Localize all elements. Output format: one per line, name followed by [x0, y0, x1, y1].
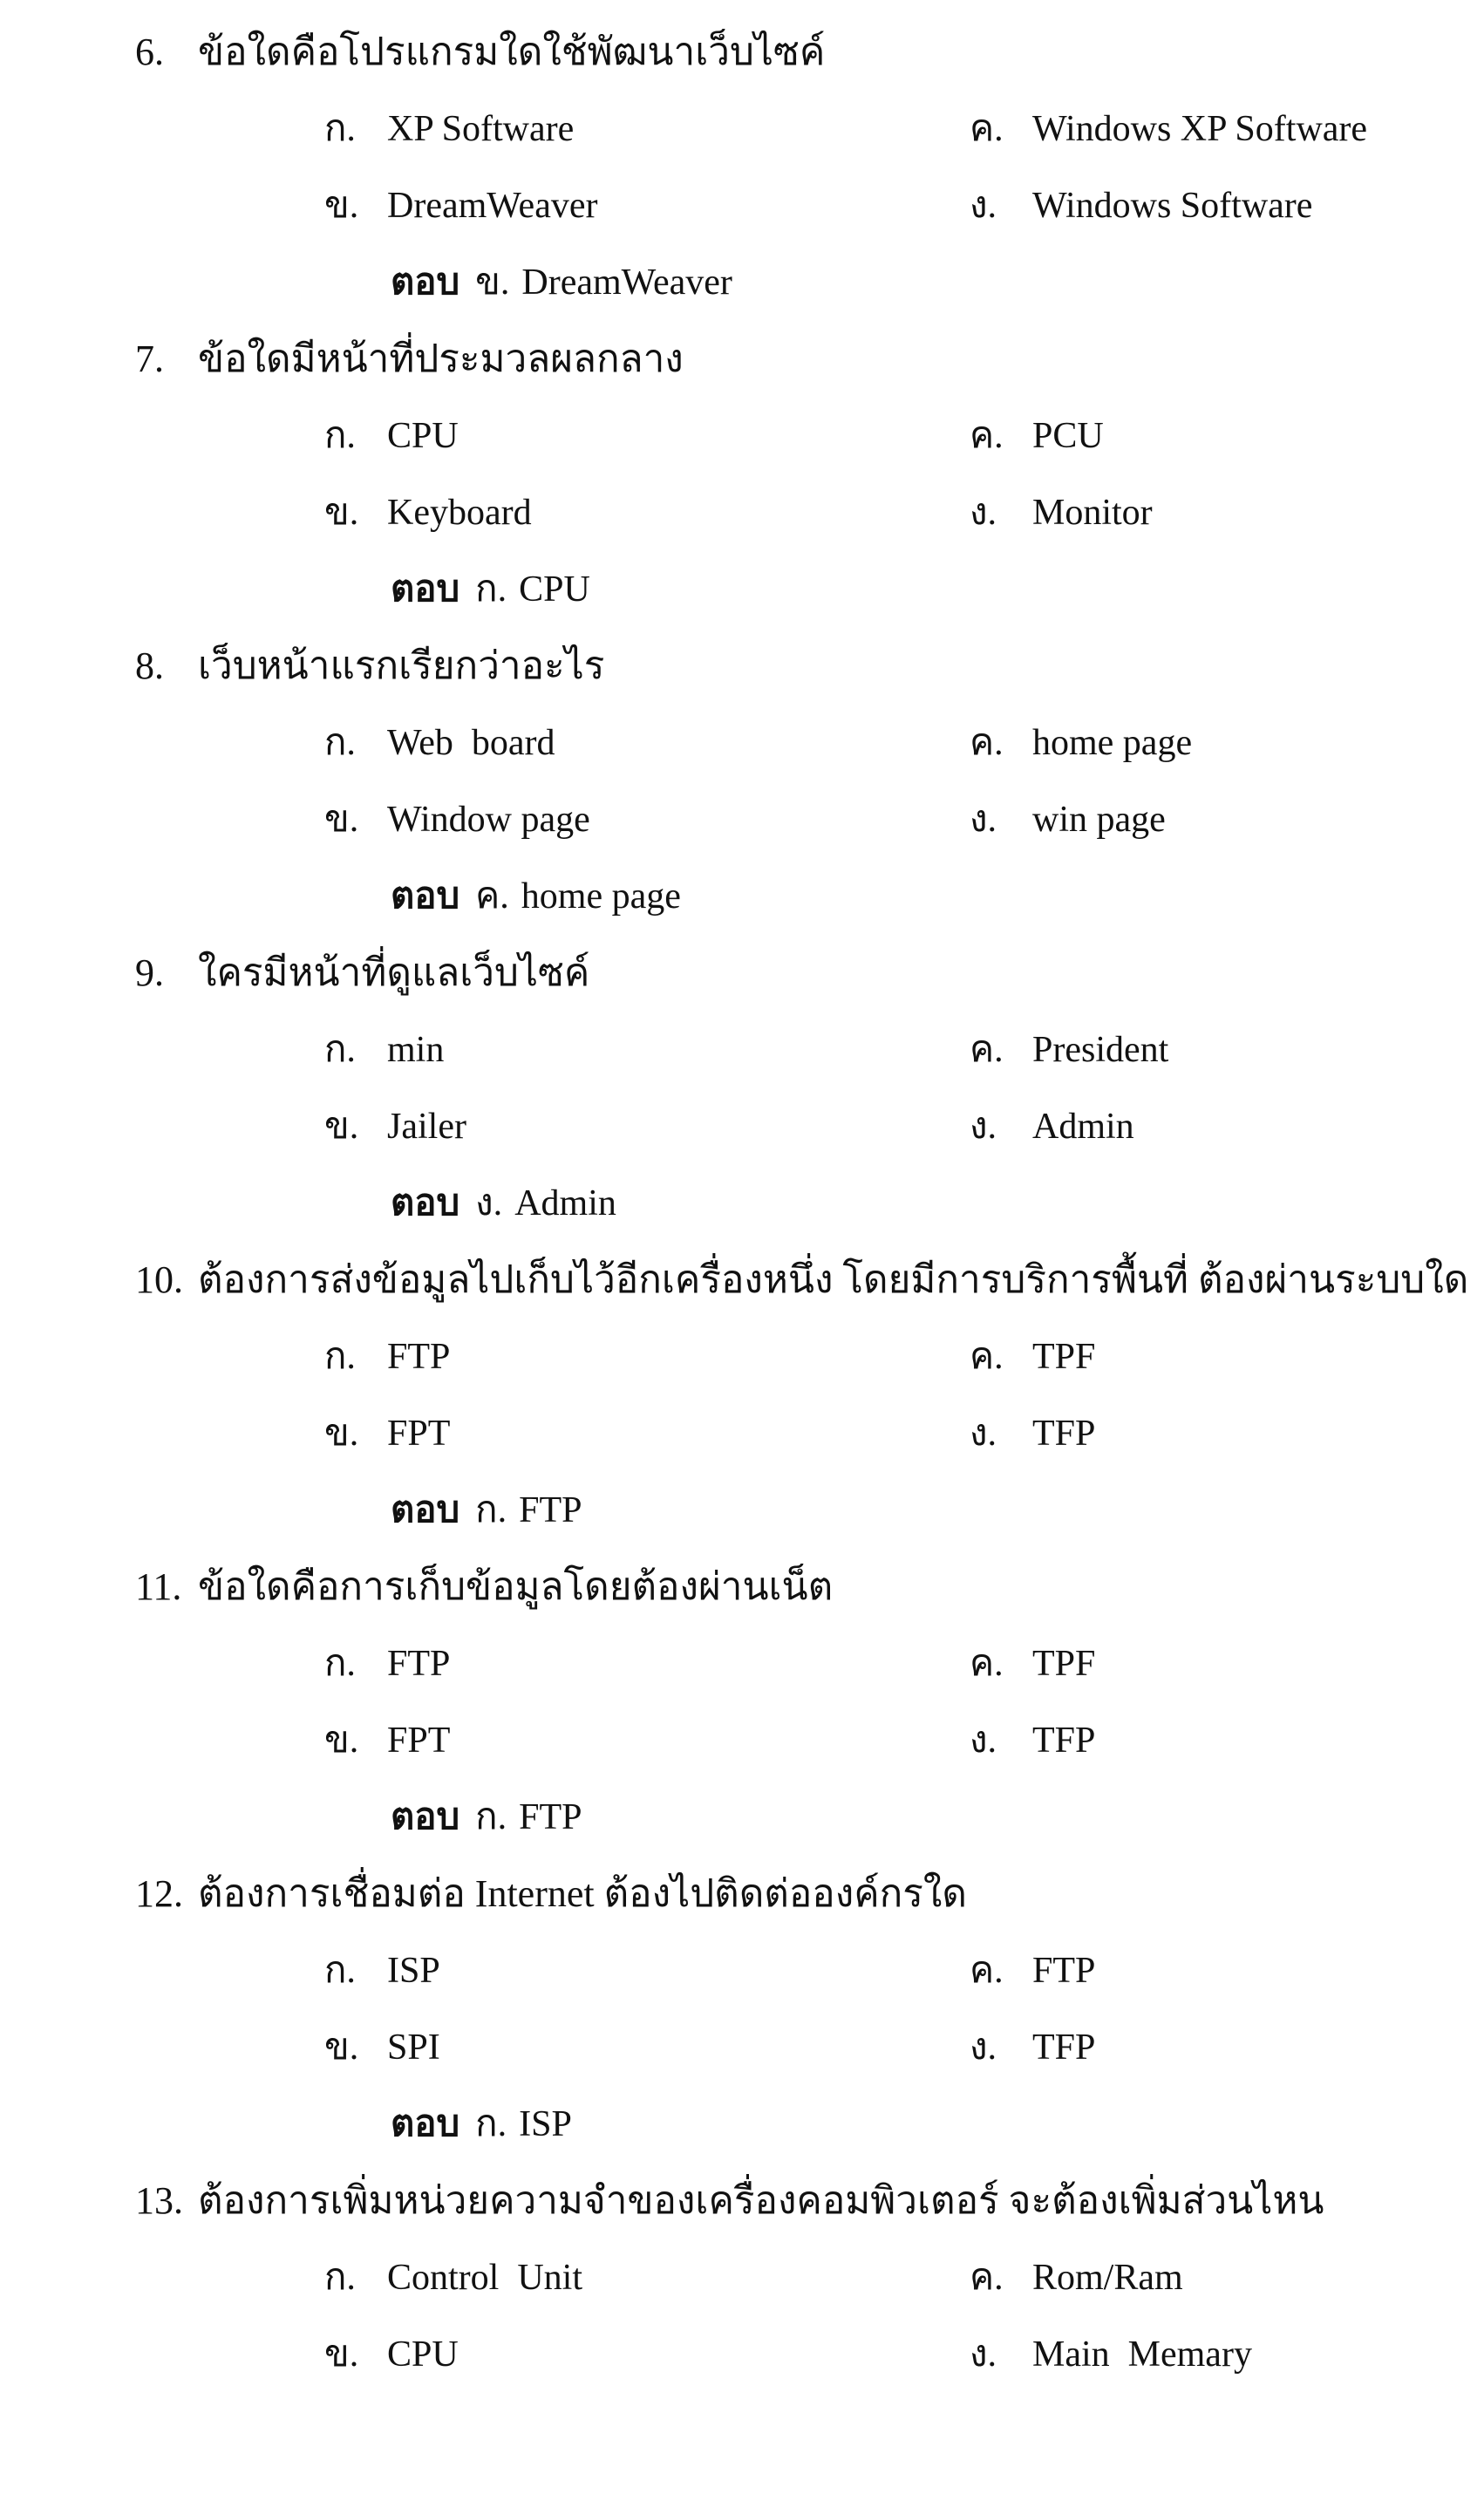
option-label: ข. [324, 800, 359, 840]
option-kho-khai [324, 1714, 450, 1767]
option-label: ข. [324, 2334, 359, 2375]
option-label: ก. [324, 416, 356, 456]
answer-letter: ก. [475, 1490, 507, 1530]
option-kho-khwai [970, 1945, 1095, 1997]
option-label: ง. [970, 186, 997, 226]
answer-text: ISP [519, 2104, 572, 2144]
option-text: TFP [1032, 1721, 1096, 1761]
option-text: FTP [387, 1644, 451, 1684]
option-label: ค. [970, 723, 1004, 763]
answer-letter: ก. [475, 1797, 507, 1837]
question-number: 11. [135, 1565, 182, 1608]
question-number: 9. [135, 951, 164, 994]
question-text: เว็บหน้าแรกเรียกว่าอะไร [198, 644, 605, 687]
option-label: ก. [324, 2258, 356, 2298]
option-text: Windows Software [1032, 186, 1313, 226]
answer-word: ตอบ [391, 1797, 460, 1837]
option-ngo [970, 1714, 1095, 1767]
option-text: SPI [387, 2028, 440, 2068]
answer-text: home page [521, 876, 681, 917]
option-ngo [970, 180, 1312, 232]
option-kho-khai [324, 180, 597, 232]
option-text: TFP [1032, 1414, 1096, 1454]
question-line [135, 1561, 833, 1613]
option-ko [324, 2252, 582, 2304]
option-label: ค. [970, 109, 1004, 149]
question-line [135, 1254, 1468, 1306]
option-text: Jailer [387, 1107, 466, 1147]
option-kho-khai [324, 2021, 440, 2074]
question-9 [0, 921, 1484, 1228]
option-label: ข. [324, 2028, 359, 2068]
question-text: ข้อใดคือการเก็บข้อมูลโดยต้องผ่านเน็ต [198, 1565, 834, 1608]
option-kho-khai [324, 794, 590, 846]
answer-text: Admin [514, 1183, 616, 1223]
option-text: Rom/Ram [1032, 2258, 1183, 2298]
option-kho-khai [324, 1407, 450, 1460]
option-label: ก. [324, 1030, 356, 1070]
option-text: Main Memary [1032, 2334, 1252, 2375]
option-text: TFP [1032, 2028, 1096, 2068]
option-text: win page [1032, 800, 1166, 840]
option-text: FTP [387, 1337, 451, 1377]
answer-letter: ข. [475, 262, 510, 303]
option-text: CPU [387, 2334, 459, 2375]
option-text: FTP [1032, 1951, 1096, 1991]
answer-word: ตอบ [391, 262, 460, 303]
option-kho-khwai [970, 717, 1192, 769]
question-11 [0, 1535, 1484, 1842]
option-label: ก. [324, 1951, 356, 1991]
option-label: ง. [970, 1414, 997, 1454]
question-number: 6. [135, 31, 164, 73]
option-kho-khwai [970, 2252, 1183, 2304]
option-text: FPT [387, 1414, 451, 1454]
option-ngo [970, 1101, 1134, 1153]
option-label: ง. [970, 800, 997, 840]
question-text: ต้องการเชื่อมต่อ Internet ต้องไปติดต่อองค์กรใด [198, 1872, 967, 1915]
question-line [135, 333, 684, 385]
option-ko [324, 717, 555, 769]
option-text: TPF [1032, 1644, 1096, 1684]
option-text: TPF [1032, 1337, 1096, 1377]
question-text: ข้อใดคือโปรแกรมใดใช้พัฒนาเว็บไซค์ [198, 31, 826, 73]
question-line [135, 2175, 1324, 2227]
option-ko [324, 410, 459, 462]
question-12 [0, 1842, 1484, 2149]
option-text: Web board [387, 723, 555, 763]
option-text: Admin [1032, 1107, 1134, 1147]
answer-letter: ง. [475, 1183, 503, 1223]
question-number: 10. [135, 1258, 183, 1301]
question-text: ใครมีหน้าที่ดูแลเว็บไซค์ [198, 951, 590, 994]
option-text: home page [1032, 723, 1193, 763]
option-kho-khai [324, 2328, 459, 2381]
option-label: ก. [324, 109, 356, 149]
option-label: ก. [324, 723, 356, 763]
answer-line [391, 870, 681, 923]
answer-line [391, 1791, 582, 1844]
answer-line [391, 1177, 616, 1230]
option-text: Window page [387, 800, 590, 840]
option-ko [324, 1024, 444, 1076]
option-ngo [970, 794, 1166, 846]
answer-letter: ค. [475, 876, 509, 917]
option-text: ISP [387, 1951, 440, 1991]
question-text: ต้องการเพิ่มหน่วยความจำของเครื่องคอมพิวเตอร์ จะต้องเพิ่มส่วนไหน [198, 2179, 1324, 2222]
option-text: Windows XP Software [1032, 109, 1368, 149]
option-label: ก. [324, 1337, 356, 1377]
option-label: ค. [970, 2258, 1004, 2298]
question-text: ข้อใดมีหน้าที่ประมวลผลกลาง [198, 337, 684, 380]
question-6 [0, 0, 1484, 307]
question-line [135, 1868, 967, 1920]
option-label: ข. [324, 1721, 359, 1761]
answer-text: FTP [519, 1797, 582, 1837]
option-kho-khai [324, 487, 532, 539]
answer-line [391, 256, 732, 309]
answer-line [391, 1484, 582, 1537]
answer-word: ตอบ [391, 1183, 460, 1223]
option-label: ค. [970, 1951, 1004, 1991]
option-label: ข. [324, 186, 359, 226]
option-ngo [970, 1407, 1095, 1460]
question-10 [0, 1228, 1484, 1535]
answer-letter: ก. [475, 569, 507, 610]
answer-word: ตอบ [391, 569, 460, 610]
answer-letter: ก. [475, 2104, 507, 2144]
question-number: 12. [135, 1872, 183, 1915]
option-ko [324, 1638, 450, 1690]
option-ngo [970, 2021, 1095, 2074]
answer-word: ตอบ [391, 876, 460, 917]
option-label: ง. [970, 2028, 997, 2068]
option-label: ง. [970, 1107, 997, 1147]
question-number: 8. [135, 644, 164, 687]
question-text: ต้องการส่งข้อมูลไปเก็บไว้อีกเครื่องหนึ่ง โดยมีการบริการพื้นที่ ต้องผ่านระบบใด [198, 1258, 1469, 1301]
option-ko [324, 1945, 440, 1997]
answer-word: ตอบ [391, 1490, 460, 1530]
option-label: ข. [324, 1107, 359, 1147]
option-kho-khwai [970, 410, 1104, 462]
option-label: ง. [970, 493, 997, 533]
answer-text: CPU [519, 569, 590, 610]
question-number: 13. [135, 2179, 183, 2222]
option-ngo [970, 487, 1153, 539]
question-number: 7. [135, 337, 164, 380]
option-text: Keyboard [387, 493, 532, 533]
option-kho-khai [324, 1101, 466, 1153]
option-label: ง. [970, 2334, 997, 2375]
option-ko [324, 1331, 450, 1383]
answer-line [391, 2098, 572, 2150]
option-label: ก. [324, 1644, 356, 1684]
option-kho-khwai [970, 1024, 1168, 1076]
option-label: ข. [324, 1414, 359, 1454]
option-text: President [1032, 1030, 1169, 1070]
answer-word: ตอบ [391, 2104, 460, 2144]
question-8 [0, 614, 1484, 921]
question-13 [0, 2149, 1484, 2456]
option-text: min [387, 1030, 445, 1070]
question-line [135, 947, 589, 999]
option-label: ค. [970, 1644, 1004, 1684]
answer-text: FTP [519, 1490, 582, 1530]
option-label: ค. [970, 1337, 1004, 1377]
option-text: PCU [1032, 416, 1104, 456]
option-text: CPU [387, 416, 459, 456]
question-7 [0, 307, 1484, 614]
question-line [135, 640, 604, 692]
option-ko [324, 103, 574, 155]
option-text: FPT [387, 1721, 451, 1761]
option-label: ค. [970, 416, 1004, 456]
option-kho-khwai [970, 1331, 1095, 1383]
option-text: Control Unit [387, 2258, 583, 2298]
answer-line [391, 563, 590, 616]
option-kho-khwai [970, 103, 1367, 155]
option-label: ค. [970, 1030, 1004, 1070]
option-text: DreamWeaver [387, 186, 598, 226]
option-label: ง. [970, 1721, 997, 1761]
option-text: Monitor [1032, 493, 1153, 533]
option-ngo [970, 2328, 1252, 2381]
question-line [135, 26, 825, 78]
option-label: ข. [324, 493, 359, 533]
answer-text: DreamWeaver [521, 262, 732, 303]
option-kho-khwai [970, 1638, 1095, 1690]
option-text: XP Software [387, 109, 575, 149]
